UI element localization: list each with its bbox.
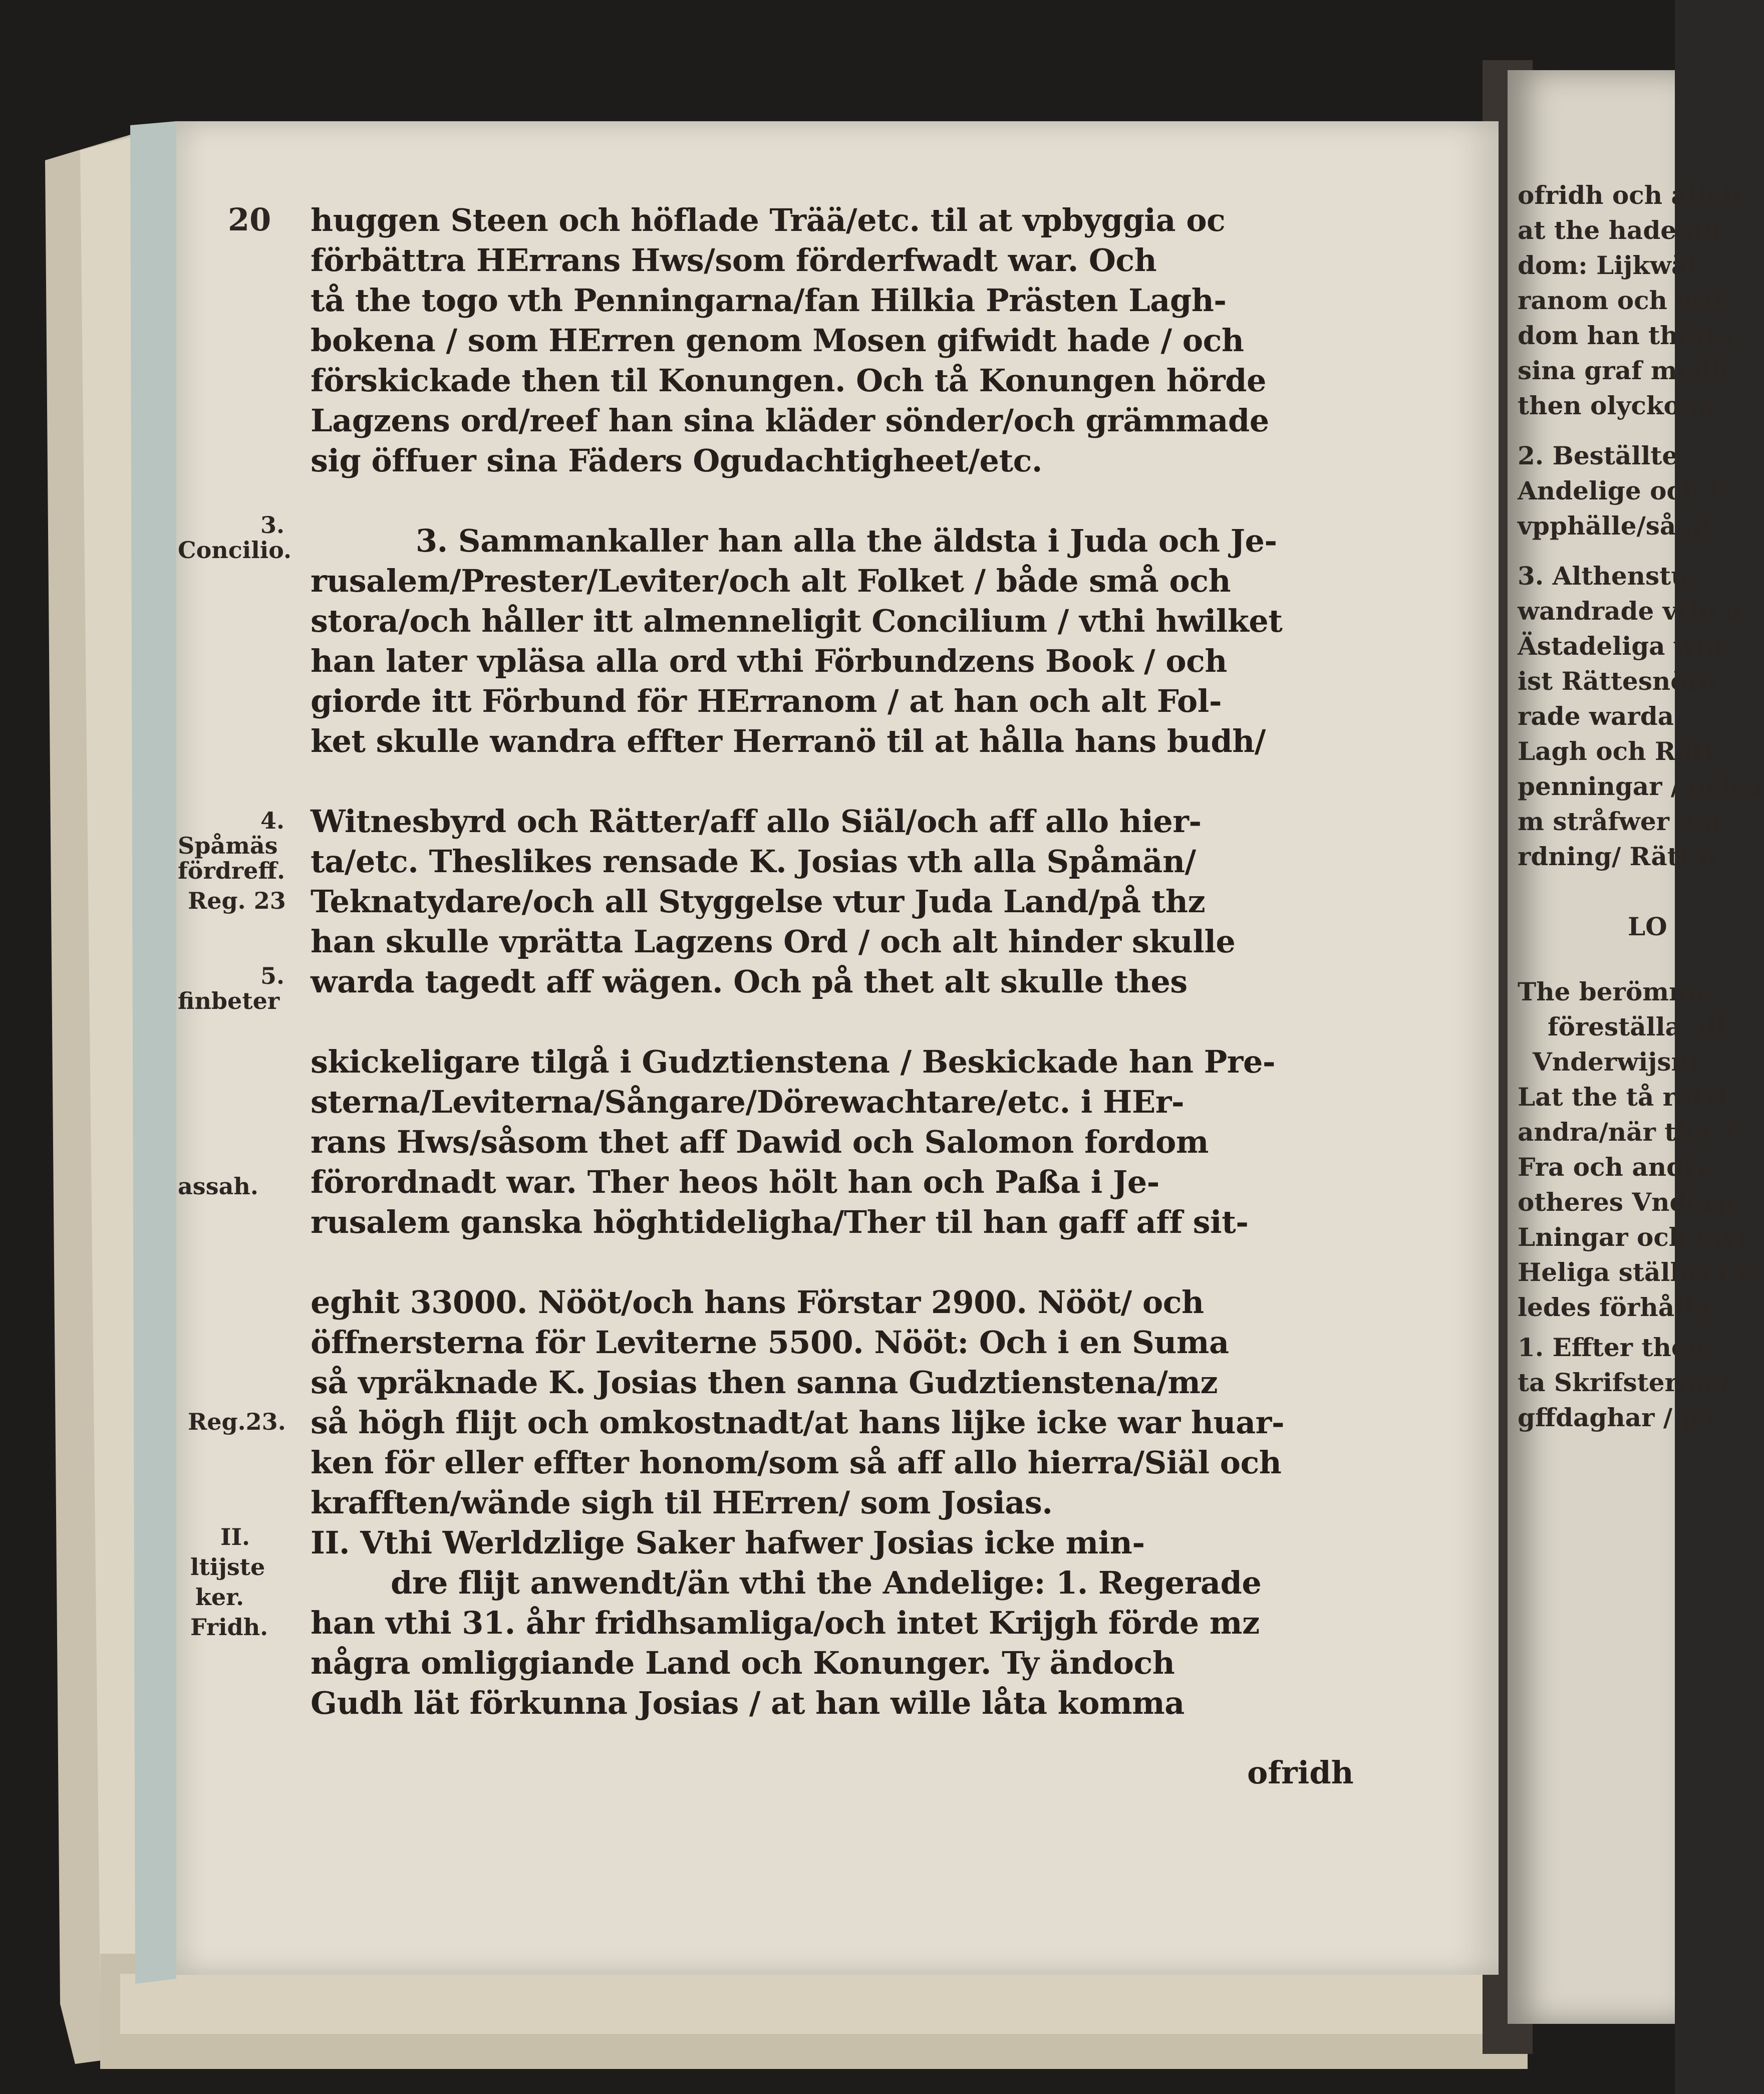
facing-text-line: Andelige och P — [1518, 476, 1728, 505]
text-line: ken för eller effter honom/som så aff allo hierra/Siäl och — [311, 1444, 1282, 1481]
facing-text-line: andra/när the ä — [1518, 1117, 1735, 1147]
margin-note: Fridh. — [190, 1614, 268, 1641]
margin-note: Reg. 23 — [188, 887, 286, 914]
text-line: sterna/Leviterna/Sångare/Dörewachtare/etc. i HEr- — [311, 1084, 1185, 1120]
facing-text-line: 2. Beställte — [1518, 441, 1678, 470]
catchword: ofridh — [1247, 1754, 1354, 1791]
text-line: förbättra HErrans Hws/som förderfwadt war. Och — [311, 242, 1157, 279]
text-line: skickeligare tilgå i Gudztienstena / Beskickade han Pre- — [311, 1043, 1276, 1080]
facing-text-line: dom han thetta — [1518, 321, 1733, 350]
facing-text-line: 1. Effter then — [1518, 1333, 1706, 1362]
facing-text-line: The berömme — [1518, 977, 1711, 1006]
facing-text-line: gffdaghar / på — [1518, 1403, 1715, 1432]
text-line: rusalem/Prester/Leviter/och alt Folket / både små och — [311, 563, 1231, 599]
text-line: bokena / som HErren genom Mosen gifwidt hade / och — [311, 322, 1244, 359]
text-line: 3. Sammankaller han alla the äldsta i Juda och Je- — [416, 522, 1277, 559]
text-line: förskickade then til Konungen. Och tå Konungen hörde — [311, 362, 1266, 399]
text-line: ket skulle wandra effter Herranö til at hålla hans budh/ — [311, 723, 1266, 759]
margin-note: Concilio. — [178, 537, 292, 564]
facing-text-line: rade warda : — [1518, 701, 1692, 731]
text-line: sig öffuer sina Fäders Ogudachtigheet/etc. — [311, 442, 1042, 479]
margin-note: 4. — [260, 807, 285, 834]
facing-text-line: ledes förhålla : — [1518, 1292, 1728, 1322]
text-line: så högh flijt och omkostnadt/at hans lijke icke war huar- — [311, 1404, 1285, 1441]
text-line: tå the togo vth Penningarna/fan Hilkia Prästen Lagh- — [311, 282, 1227, 319]
text-line: Teknatydare/och all Styggelse vtur Juda Land/på thz — [311, 883, 1206, 920]
facing-text-line: dom: Lijkwäl — [1518, 250, 1697, 280]
margin-note: assah. — [178, 1173, 258, 1200]
facing-text-line: ist Rättesnöre — [1518, 666, 1716, 696]
facing-text-line: Vnderwijsni — [1533, 1047, 1699, 1077]
facing-text-line: rdning/ Rätt o — [1518, 842, 1716, 871]
margin-note: ker. — [195, 1584, 244, 1611]
margin-note: ltijste — [190, 1553, 265, 1581]
facing-text-line: at the hade öff — [1518, 215, 1722, 245]
margin-note: 5. — [260, 962, 285, 989]
text-line: giorde itt Förbund för HErranom / at han och alt Fol- — [311, 683, 1222, 719]
text-line: dre flijt anwendt/än vthi the Andelige: 1. Regerade — [391, 1564, 1262, 1601]
facing-text-line: Fra och andra — [1518, 1152, 1713, 1182]
facing-text-line: m stråfwer em — [1518, 807, 1721, 836]
text-line: öffnersterna för Leviterne 5500. Nööt: Och i en Suma — [311, 1324, 1229, 1361]
facing-text-line: ta Skrifsterna / — [1518, 1368, 1730, 1397]
text-line: rusalem ganska höghtideligha/Ther til han gaff aff sit- — [311, 1204, 1249, 1240]
facing-text-line: Lningar och myr — [1518, 1222, 1750, 1252]
text-line: så vpräknade K. Josias then sanna Gudztienstena/mz — [311, 1364, 1218, 1401]
text-line: eghit 33000. Nööt/och hans Förstar 2900. Nööt/ och — [311, 1284, 1204, 1321]
facing-text-line: LO — [1628, 912, 1667, 941]
facing-text-line: Ästadeliga wid — [1518, 631, 1722, 661]
facing-text-line: penningar / och a — [1518, 771, 1764, 801]
text-line: han skulle vprätta Lagzens Ord / och alt hinder skulle — [311, 923, 1236, 960]
facing-text-line: Lat the tå rätzl — [1518, 1082, 1727, 1112]
margin-note: II. — [220, 1523, 250, 1550]
margin-note: Reg.23. — [188, 1408, 286, 1435]
text-line: II. Vthi Werldzlige Saker hafwer Josias icke min- — [311, 1524, 1145, 1561]
facing-page — [1508, 70, 1764, 2024]
text-line: rans Hws/såsom thet aff Dawid och Salomon fordom — [311, 1124, 1209, 1160]
facing-text-line: Heliga ställes i w — [1518, 1257, 1758, 1287]
margin-note: 3. — [260, 511, 285, 539]
margin-note: fördreff. — [178, 857, 285, 884]
text-line: han later vpläsa alla ord vthi Förbundzens Book / och — [311, 643, 1227, 679]
text-line: krafften/wände sigh til HErren/ som Josias. — [311, 1484, 1053, 1521]
margin-note: Spåmäs — [178, 832, 278, 859]
facing-text-line: otheres Vnderp — [1518, 1187, 1734, 1217]
text-line: några omliggiande Land och Konunger. Ty ändoch — [311, 1645, 1175, 1681]
text-line: ta/etc. Theslikes rensade K. Josias vth alla Spåmän/ — [311, 843, 1196, 880]
text-line — [311, 1723, 1402, 1763]
facing-text-line: ranom och wan — [1518, 286, 1732, 315]
facing-text-line: Lagh och Rätt — [1518, 736, 1716, 766]
text-line: Gudh lät förkunna Josias / at han wille låta komma — [311, 1685, 1185, 1721]
facing-text-line: then olyckona. — [1518, 391, 1724, 420]
facing-text-line: 3. Althenstu — [1518, 561, 1689, 591]
text-line: warda tagedt aff wägen. Och på thet alt skulle thes — [311, 963, 1188, 1000]
facing-text-line: föreställa all — [1548, 1012, 1725, 1041]
text-line: han vthi 31. åhr fridhsamliga/och intet Krijgh förde mz — [311, 1605, 1260, 1641]
text-line: huggen Steen och höflade Trää/etc. til at vpbyggia oc — [311, 202, 1226, 238]
margin-note: finbeter — [178, 987, 280, 1014]
facing-text-line: wandrade vthi a — [1518, 596, 1741, 626]
facing-text-line: vpphälle/så at — [1518, 511, 1713, 541]
text-line: stora/och håller itt almenneligit Concilium / vthi hwilket — [311, 603, 1283, 639]
text-line: Witnesbyrd och Rätter/aff allo Siäl/och aff allo hier- — [311, 803, 1202, 840]
text-line: Lagzens ord/reef han sina kläder sönder/och grämmade — [311, 402, 1269, 439]
text-line: förordnadt war. Ther heos hölt han och Paßa i Je- — [311, 1164, 1159, 1200]
page-number: 20 — [228, 201, 271, 238]
facing-text-line: ofridh och alleh — [1518, 180, 1741, 210]
facing-text-line: sina graf medh — [1518, 356, 1729, 385]
